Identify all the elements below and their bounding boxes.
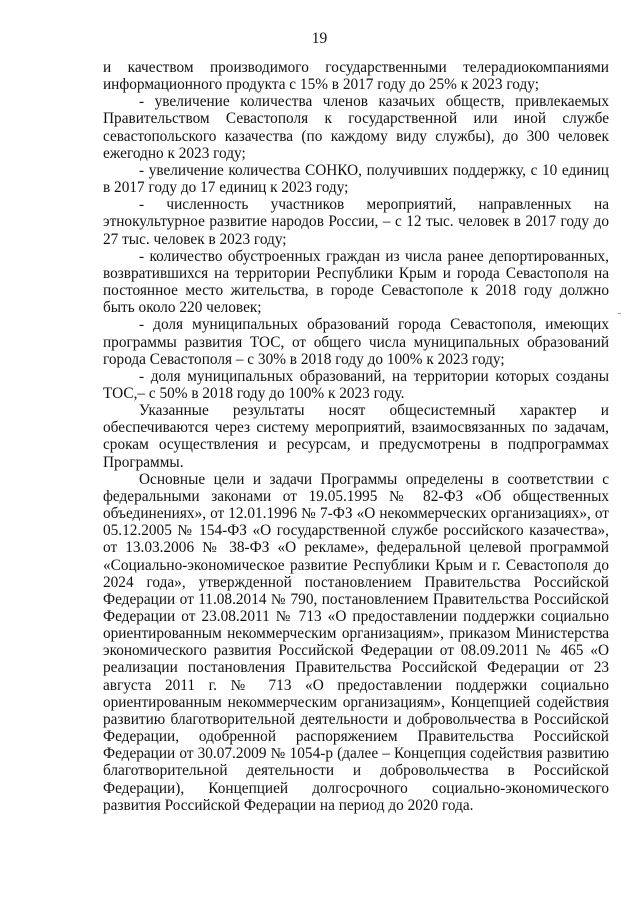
paragraph-legal-basis: Основные цели и задачи Программы определены в соответствии с федеральными законами от 19.05.1995 № 82-ФЗ «Об общественных объединениях», от 12.01.1996 № 7-ФЗ «О некоммерческих организациях», от 05.12.2005 № 154-ФЗ «О государственной службе российского казачества», от 13.03.2006 № 38-ФЗ «О рекламе», федеральной целевой программой «Социально-экономическое развитие Республики Крым и г. Севастополя до 2024 года», утвержденной постановлением Правительства Российской Федерации от 11.08.2014 № 790, постановлением Правительства Российской Федерации от 23.08.2011 № 713 «О предоставлении поддержки социально ориентированным некоммерческим организациям», приказом Министерства экономического развития Российской Федерации от 08.09.2011 № 465 «О реализации постановления Правительства Российской Федерации от 23 августа 2011 г. № 713 «О предоставлении поддержки социально ориентированным некоммерческим организациям», Концепцией содействия развитию благотворительной деятельности и добровольчества в Российской Федерации, одобренной распоряжением Правительства Российской Федерации от 30.07.2009 № 1054-р (далее – Концепция содействия развитию благотворительной деятельности и добровольчества в Российской Федерации), Концепцией долгосрочного социально-экономического развития Российской Федерации на период до 2020 года. [103,470,609,814]
list-item-deported-citizens: - количество обустроенных граждан из числа ранее депортированных, возвратившихся на территории Республики Крым и города Севастополя на постоянное место жительства, в городе Севастополе к 2018 году должно быть около 220 человек; [103,247,609,317]
scan-artifact [618,313,621,314]
paragraph-results-summary: Указанные результаты носят общесистемный характер и обеспечиваются через систему мероприятий, взаимосвязанных по задачам, срокам осуществления и ресурсам, и предусмотрены в подпрограммах Программы. [103,402,609,471]
list-item-ethnocultural-participants: - численность участников мероприятий, направленных на этнокультурное развитие народов России, – с 12 тыс. человек в 2017 году до 27 тыс. человек в 2023 году; [103,196,609,248]
list-item-sonko-support: - увеличение количества СОНКО, получивших поддержку, с 10 единиц в 2017 году до 17 единиц к 2023 году; [103,161,609,197]
list-item-tos-programs-share: - доля муниципальных образований города Севастополя, имеющих программы развития ТОС, от общего числа муниципальных образований города Севастополя – с 30% в 2018 году до 100% к 2023 году; [103,316,609,368]
document-body [103,59,609,814]
paragraph-continuation: и качеством производимого государственными телерадиокомпаниями информационного продукта с 15% в 2017 году до 25% к 2023 году; [103,59,609,94]
list-item-tos-created-share: - доля муниципальных образований, на территории которых созданы ТОС,– с 50% в 2018 году до 100% к 2023 году. [103,367,609,402]
list-item-cossack-members: - увеличение количества членов казачьих обществ, привлекаемых Правительством Севастополя к государственной или иной службе севастопольского казачества (по каждому виду службы), до 300 человек ежегодно к 2023 году; [103,93,609,162]
page-number: 19 [311,30,328,47]
